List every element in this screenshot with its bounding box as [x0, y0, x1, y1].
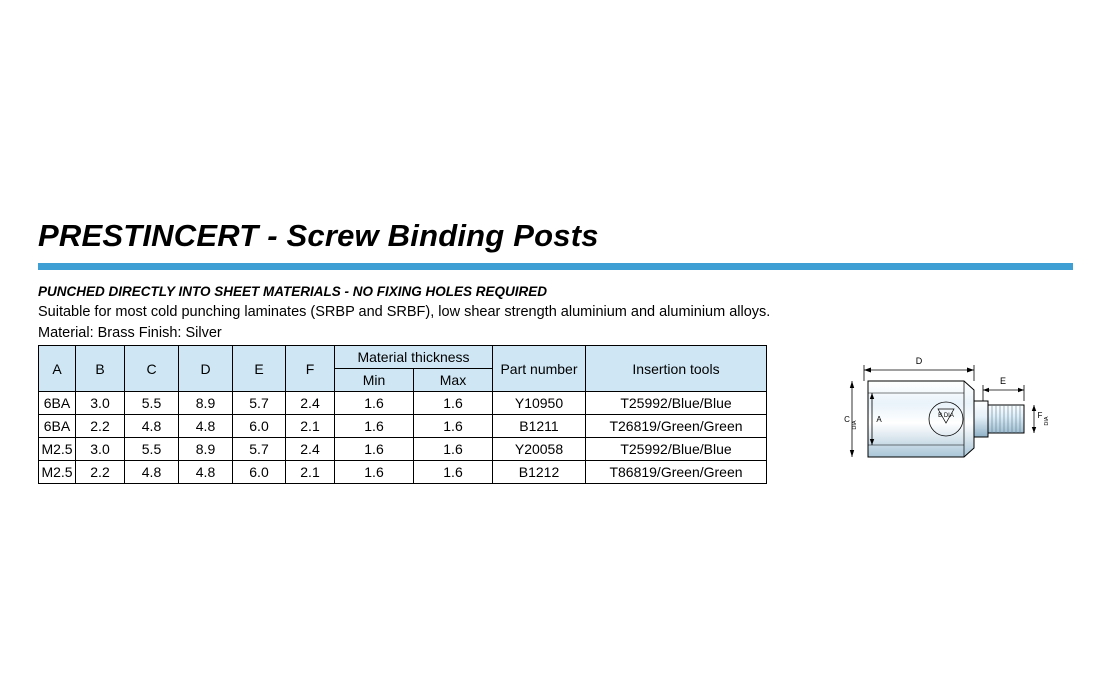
- label-b-dia: B DIA: [938, 413, 954, 419]
- cell-c: 5.5: [125, 438, 179, 461]
- cell-e: 6.0: [233, 415, 286, 438]
- description-line-2: Material: Brass Finish: Silver: [38, 325, 222, 341]
- cell-max: 1.6: [414, 438, 493, 461]
- shoulder: [974, 401, 988, 437]
- table-row: [39, 438, 767, 461]
- cell-part-number: Y20058: [493, 438, 586, 461]
- cell-part-number: B1212: [493, 461, 586, 484]
- cell-a: M2.5: [39, 461, 76, 484]
- cell-b: 3.0: [76, 438, 125, 461]
- cell-max: 1.6: [414, 392, 493, 415]
- label-c-dia-suffix: DIA: [852, 420, 858, 430]
- cell-max: 1.6: [414, 461, 493, 484]
- binding-post-diagram: [838, 343, 1068, 483]
- cell-min: 1.6: [335, 461, 414, 484]
- cell-b: 2.2: [76, 415, 125, 438]
- header-max: Max: [414, 369, 493, 392]
- cell-d: 8.9: [179, 392, 233, 415]
- label-a: A: [876, 415, 882, 424]
- cell-a: 6BA: [39, 415, 76, 438]
- table-header: [39, 346, 767, 392]
- table-row: [39, 461, 767, 484]
- label-c: C: [844, 415, 850, 424]
- cell-insertion-tools: T86819/Green/Green: [586, 461, 767, 484]
- header-c: C: [125, 346, 179, 392]
- cell-min: 1.6: [335, 392, 414, 415]
- label-e: E: [999, 376, 1007, 386]
- dimension-d: [864, 365, 974, 381]
- post-body: [868, 381, 974, 457]
- header-part-number: Part number: [493, 346, 586, 392]
- cell-d: 4.8: [179, 461, 233, 484]
- header-b: B: [76, 346, 125, 392]
- page-title: PRESTINCERT - Screw Binding Posts: [38, 218, 599, 253]
- table-row: [39, 415, 767, 438]
- cell-b: 3.0: [76, 392, 125, 415]
- spec-table: [38, 345, 767, 484]
- dimension-c-dia: [850, 381, 854, 457]
- cell-c: 4.8: [125, 461, 179, 484]
- cell-a: 6BA: [39, 392, 76, 415]
- cell-f: 2.1: [286, 461, 335, 484]
- knurled-shaft: [988, 405, 1024, 433]
- description-line-1: Suitable for most cold punching laminates (SRBP and SRBF), low shear strength aluminium and aluminium alloys.: [38, 304, 771, 320]
- cell-c: 5.5: [125, 392, 179, 415]
- header-a: A: [39, 346, 76, 392]
- table-row: [39, 392, 767, 415]
- label-f: F: [1037, 411, 1043, 420]
- cell-min: 1.6: [335, 415, 414, 438]
- cell-d: 4.8: [179, 415, 233, 438]
- spec-table-wrapper: [38, 345, 767, 484]
- cell-part-number: B1211: [493, 415, 586, 438]
- cell-insertion-tools: T25992/Blue/Blue: [586, 438, 767, 461]
- accent-rule: [38, 263, 1073, 270]
- header-d: D: [179, 346, 233, 392]
- cell-max: 1.6: [414, 415, 493, 438]
- table-body: [39, 392, 767, 484]
- cell-e: 5.7: [233, 438, 286, 461]
- cell-c: 4.8: [125, 415, 179, 438]
- cell-part-number: Y10950: [493, 392, 586, 415]
- cell-insertion-tools: T26819/Green/Green: [586, 415, 767, 438]
- label-f-dia-suffix: DIA: [1044, 416, 1050, 426]
- technical-drawing: [838, 343, 1068, 483]
- cell-b: 2.2: [76, 461, 125, 484]
- header-e: E: [233, 346, 286, 392]
- cell-d: 8.9: [179, 438, 233, 461]
- table-header-row-1: [39, 346, 767, 369]
- cell-f: 2.4: [286, 392, 335, 415]
- header-material-thickness: Material thickness: [335, 346, 493, 369]
- header-f: F: [286, 346, 335, 392]
- cell-e: 5.7: [233, 392, 286, 415]
- cell-f: 2.4: [286, 438, 335, 461]
- dimension-f-dia: [1032, 405, 1036, 433]
- cell-insertion-tools: T25992/Blue/Blue: [586, 392, 767, 415]
- cell-a: M2.5: [39, 438, 76, 461]
- header-insertion-tools: Insertion tools: [586, 346, 767, 392]
- dimension-e: [983, 385, 1024, 401]
- cell-f: 2.1: [286, 415, 335, 438]
- label-d: D: [915, 356, 923, 366]
- subheading: PUNCHED DIRECTLY INTO SHEET MATERIALS - NO FIXING HOLES REQUIRED: [38, 284, 548, 299]
- header-min: Min: [335, 369, 414, 392]
- cell-e: 6.0: [233, 461, 286, 484]
- cell-min: 1.6: [335, 438, 414, 461]
